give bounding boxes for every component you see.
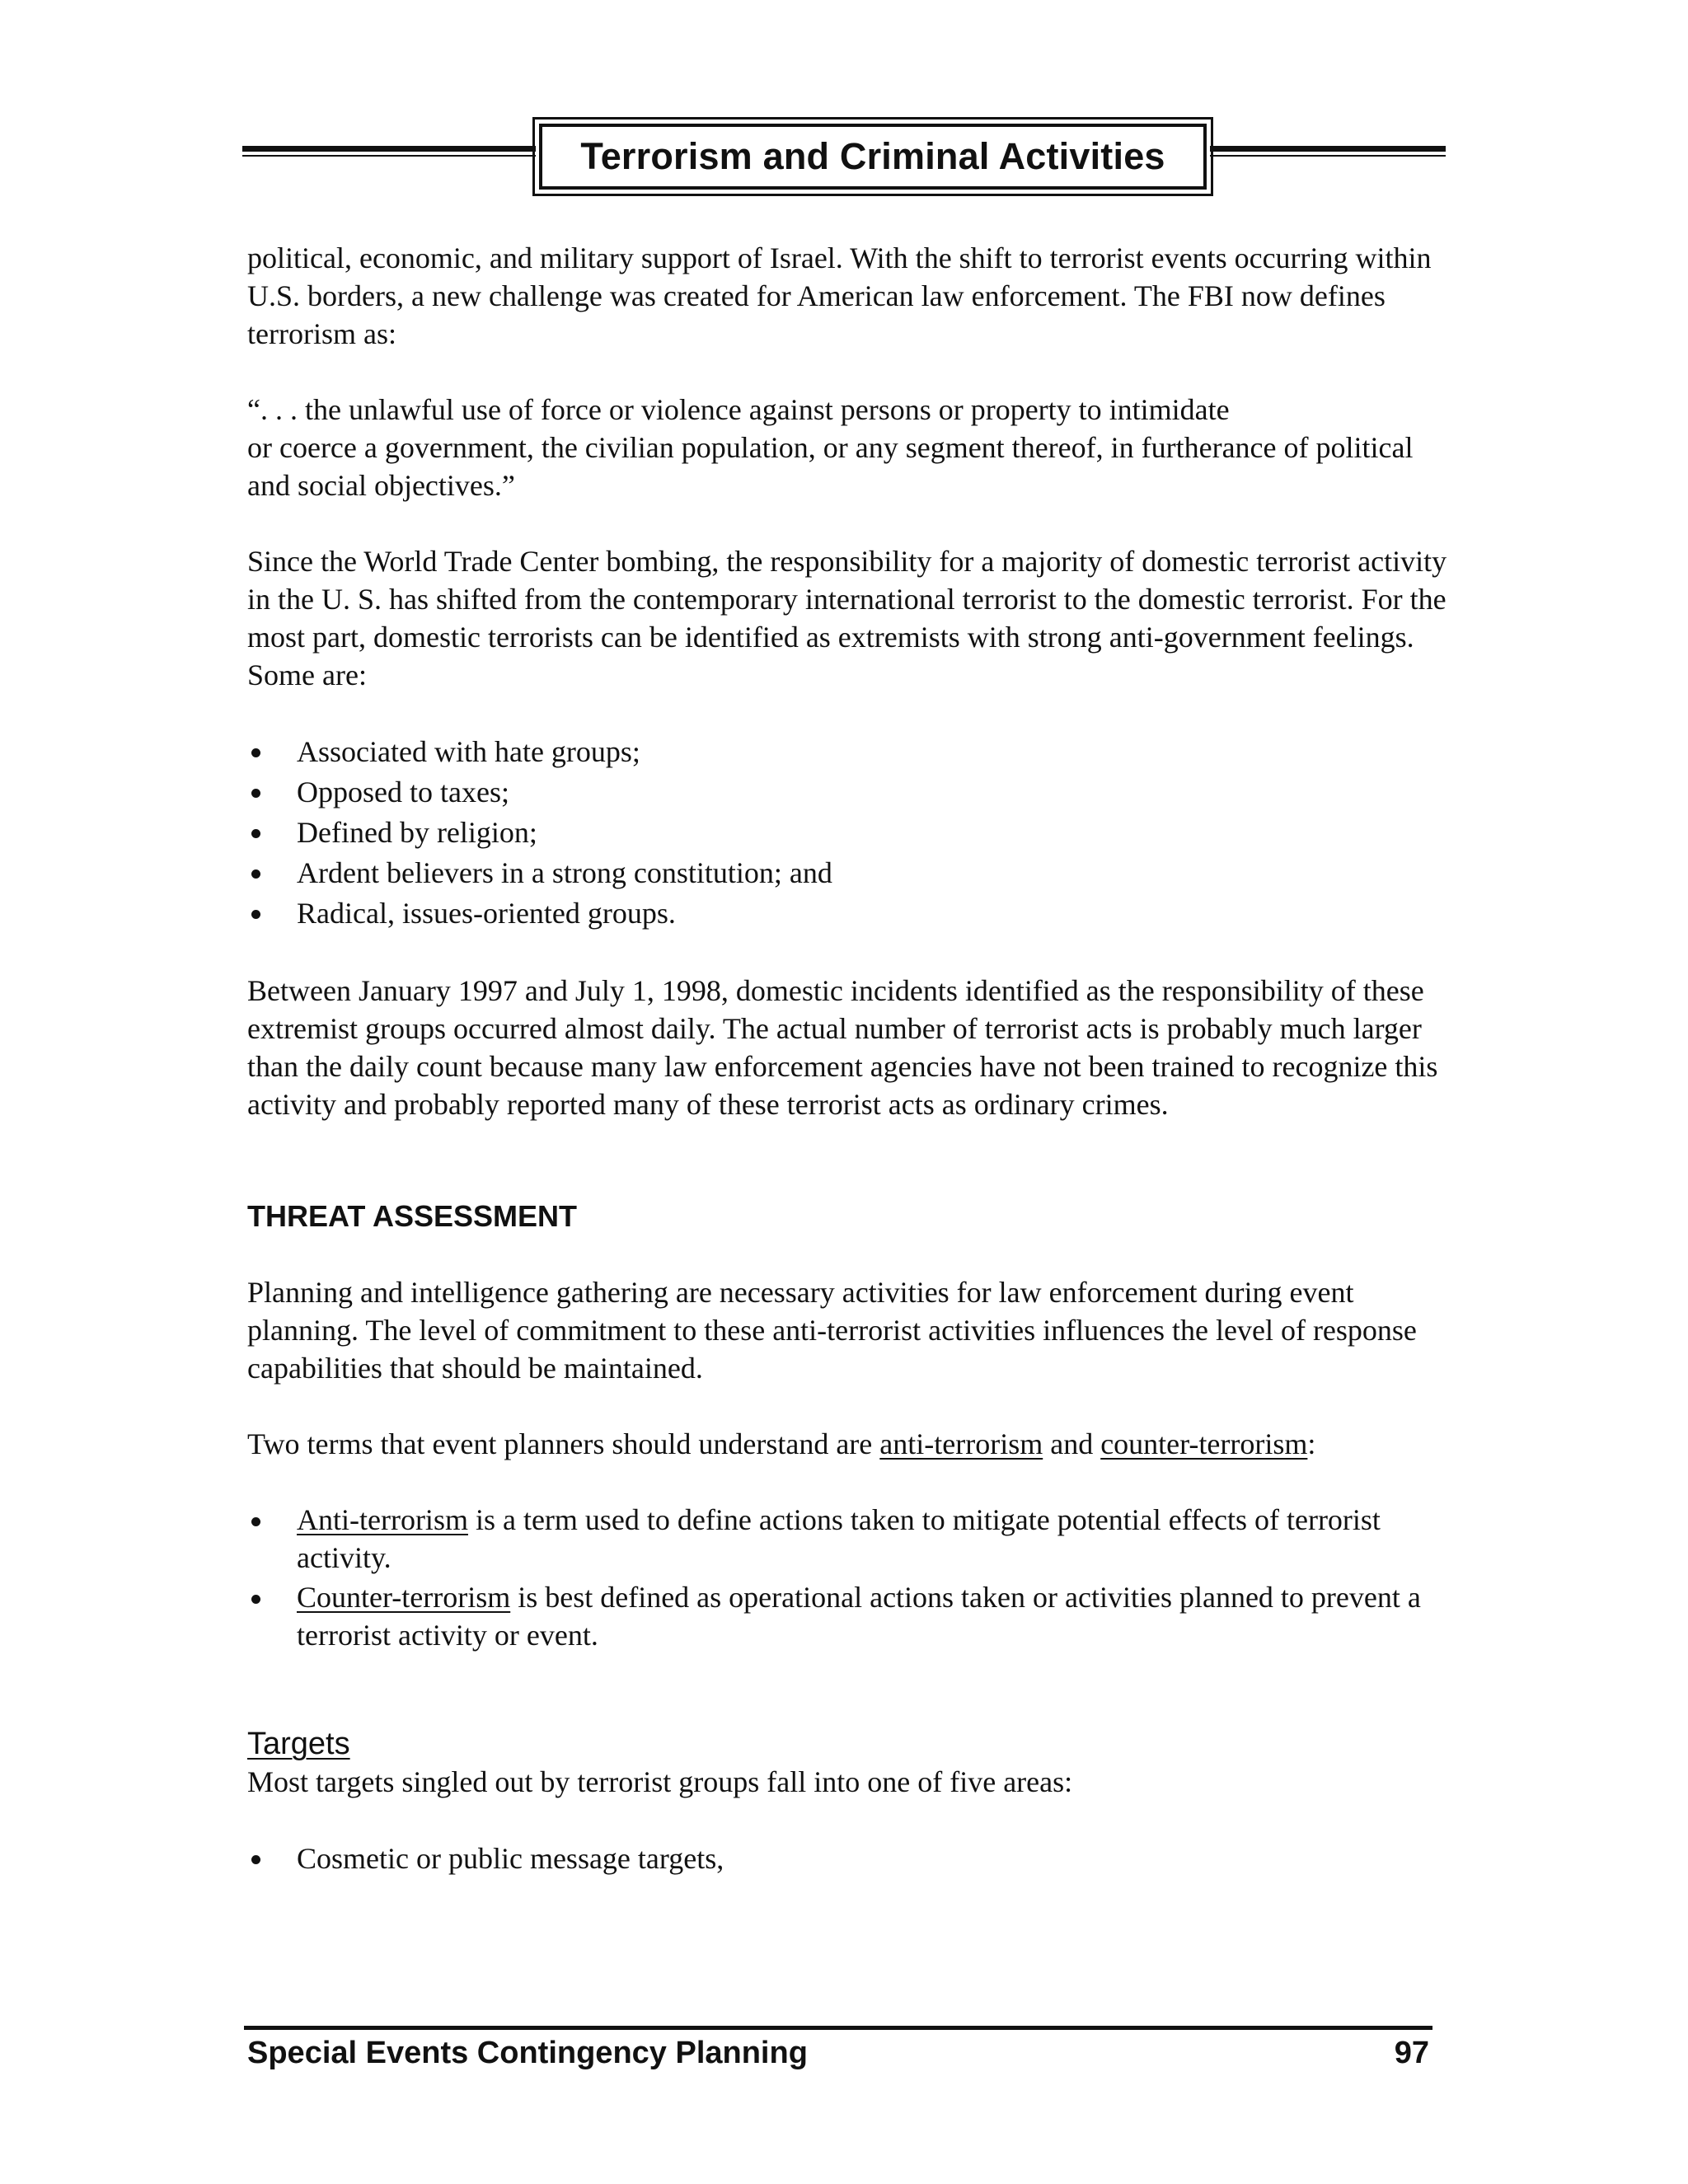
section-heading-threat-assessment: THREAT ASSESSMENT [247,1199,578,1233]
definition-term: Anti-terrorism [297,1503,468,1536]
subheading-targets: Targets [247,1727,350,1761]
page-footer [244,2026,1432,2071]
quote-line-2: or coerce a government, the civilian population, or any segment thereof, in furtherance of political and social objectives.” [247,431,1414,502]
list-item: Cosmetic or public message targets, [247,1839,1451,1879]
paragraph-planning: Planning and intelligence gathering are necessary activities for law enforcement during event planning. The level of commitment to these anti-terrorist activities influences the level of response capabilities that should be maintained. [247,1276,1417,1385]
term-counter-terrorism: counter-terrorism [1100,1427,1308,1460]
page-number: 97 [1394,2036,1429,2070]
footer-title: Special Events Contingency Planning [247,2036,808,2070]
targets-list [247,1839,1451,1879]
paragraph-targets: Most targets singled out by terrorist groups fall into one of five areas: [247,1765,1073,1798]
page-header [242,117,1446,196]
paragraph-incidents: Between January 1997 and July 1, 1998, domestic incidents identified as the responsibility of these extremist groups occurred almost daily. The actual number of terrorist acts is probably much larger than the daily count because many law enforcement agencies have not been trained to recognize this activity and probably reported many of these terrorist acts as ordinary crimes. [247,974,1438,1121]
list-item: Ardent believers in a strong constitution; and [247,853,1451,893]
list-item: Opposed to taxes; [247,772,1451,813]
header-rule-left [242,146,536,157]
list-item: Counter-terrorism is best defined as operational actions taken or activities planned to prevent a terrorist activity or event. [247,1578,1451,1654]
paragraph-domestic-terrorism: Since the World Trade Center bombing, the responsibility for a majority of domestic terrorist activity in the U. S. has shifted from the contemporary international terrorist to the domestic terrorist. For the most part, domestic terrorists can be identified as extremists with strong anti-government feelings. Some are: [247,545,1447,691]
definition-term: Counter-terrorism [297,1581,511,1614]
header-rule-right [1210,146,1446,157]
list-item: Defined by religion; [247,813,1451,853]
list-item: Associated with hate groups; [247,732,1451,772]
extremist-traits-list [247,732,1451,934]
page-body [247,239,1451,1879]
fbi-definition-quote [247,391,1451,504]
paragraph-two-terms: Two terms that event planners should understand are anti-terrorism and counter-terrorism: [247,1427,1316,1460]
quote-line-1: “. . . the unlawful use of force or violence against persons or property to intimidate [247,393,1230,426]
list-item: Radical, issues-oriented groups. [247,893,1451,934]
definitions-list [247,1501,1451,1654]
page-title: Terrorism and Criminal Activities [580,135,1165,177]
list-item: Anti-terrorism is a term used to define actions taken to mitigate potential effects of terrorist activity. [247,1501,1451,1577]
footer-rule [244,2026,1432,2030]
paragraph-intro: political, economic, and military support of Israel. With the shift to terrorist events occurring within U.S. borders, a new challenge was created for American law enforcement. The FBI now defines terrorism as: [247,241,1432,350]
term-anti-terrorism: anti-terrorism [879,1427,1043,1460]
header-title-box [532,117,1213,196]
